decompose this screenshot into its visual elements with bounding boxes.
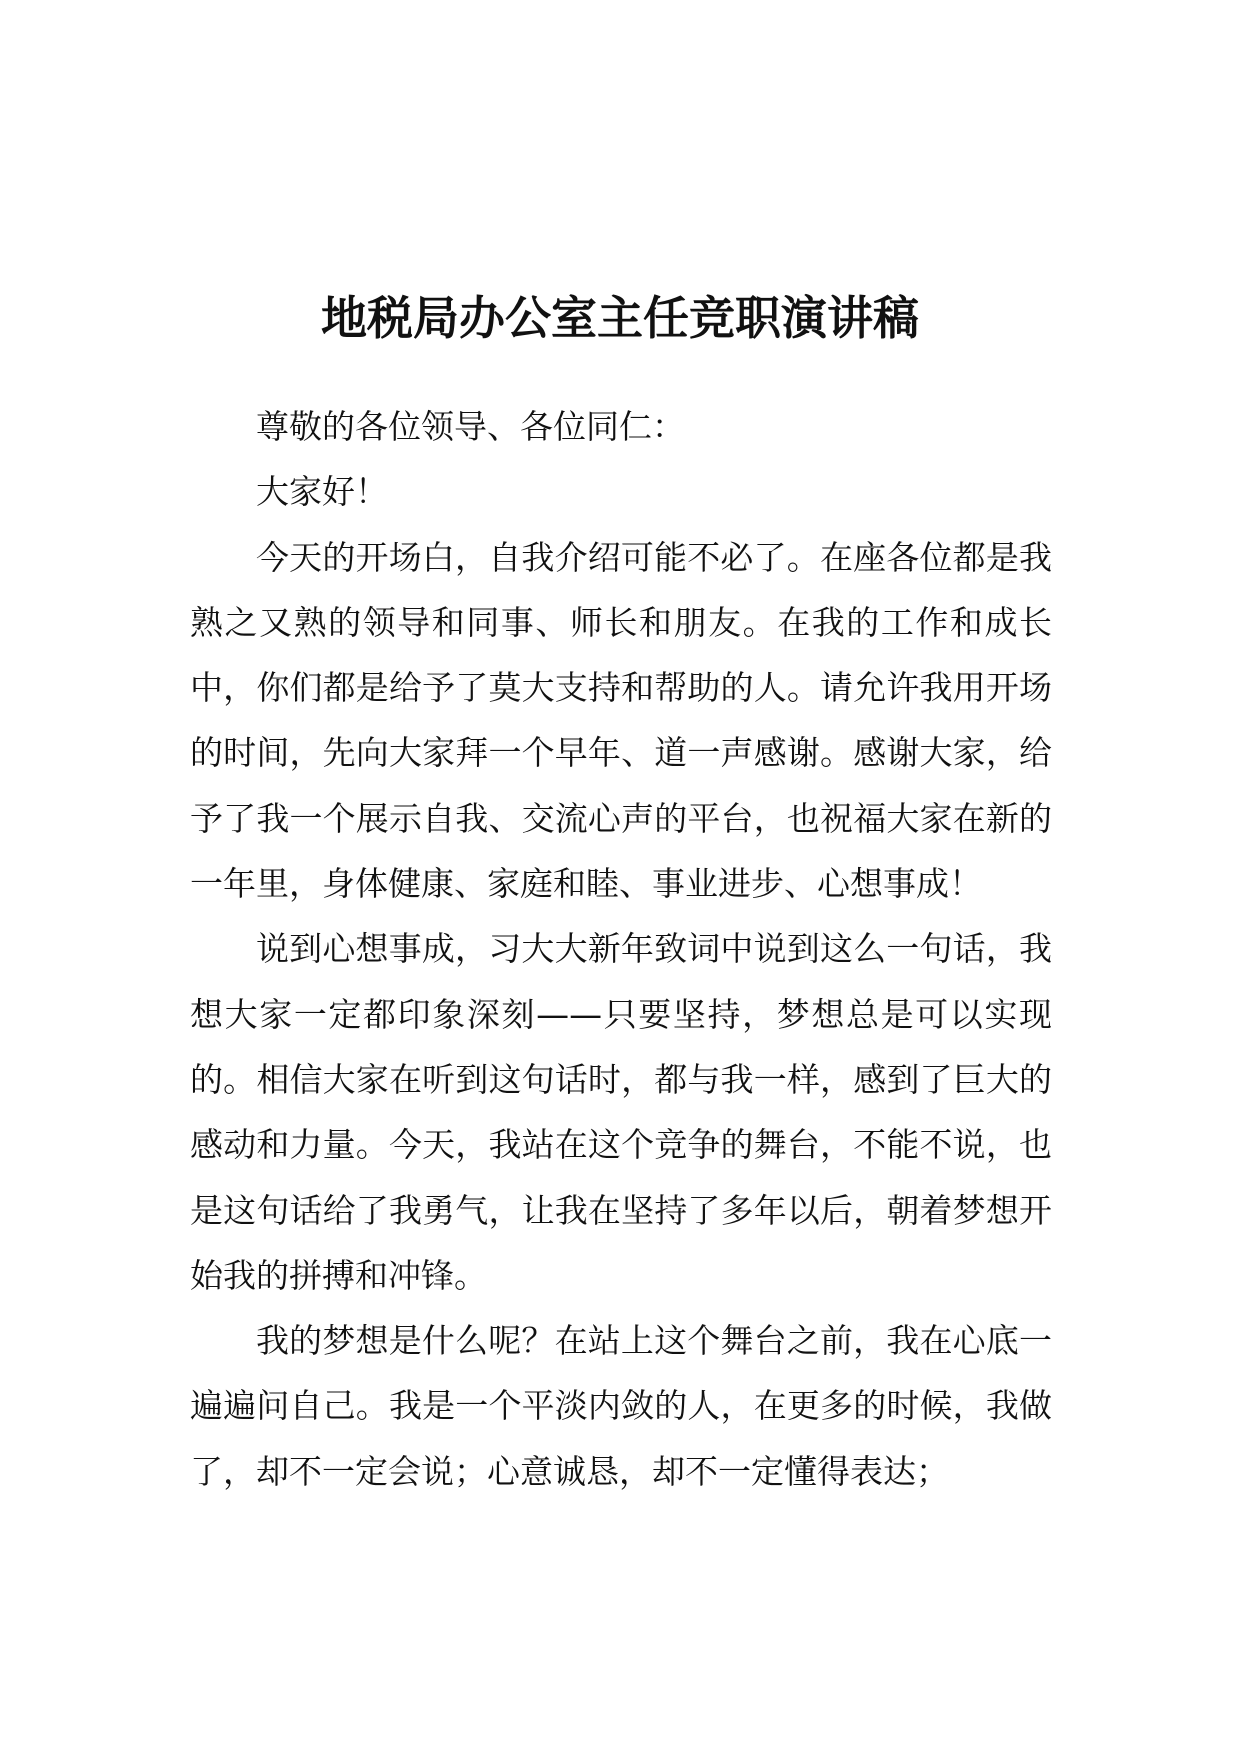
paragraph-opening: 今天的开场白，自我介绍可能不必了。在座各位都是我熟之又熟的领导和同事、师长和朋友。在我的工作和成长中，你们都是给予了莫大支持和帮助的人。请允许我用开场的时间，先向大家拜一个早年、道一声感谢。感谢大家，给予了我一个展示自我、交流心声的平台，也祝福大家在新的一年里，身体健康、家庭和睦、事业进步、心想事成！ [190,537,1052,904]
paragraph-salutation: 尊敬的各位领导、各位同仁： [256,407,685,446]
paragraph-greeting: 大家好！ [256,472,388,512]
paragraph-dream-quote: 说到心想事成，习大大新年致词中说到这么一句话，我想大家一定都印象深刻——只要坚持，梦想总是可以实现的。相信大家在听到这句话时，都与我一样，感到了巨大的感动和力量。今天，我站在这个竞争的舞台，不能不说，也是这句话给了我勇气，让我在坚持了多年以后，朝着梦想开始我的拼搏和冲锋。 [190,929,1052,1295]
document-body [190,394,1052,1504]
paragraph-my-dream: 我的梦想是什么呢？在站上这个舞台之前，我在心底一遍遍问自己。我是一个平淡内敛的人，在更多的时候，我做了，却不一定会说；心意诚恳，却不一定懂得表达； [190,1321,1052,1491]
document-title: 地税局办公室主任竞职演讲稿 [321,290,919,345]
